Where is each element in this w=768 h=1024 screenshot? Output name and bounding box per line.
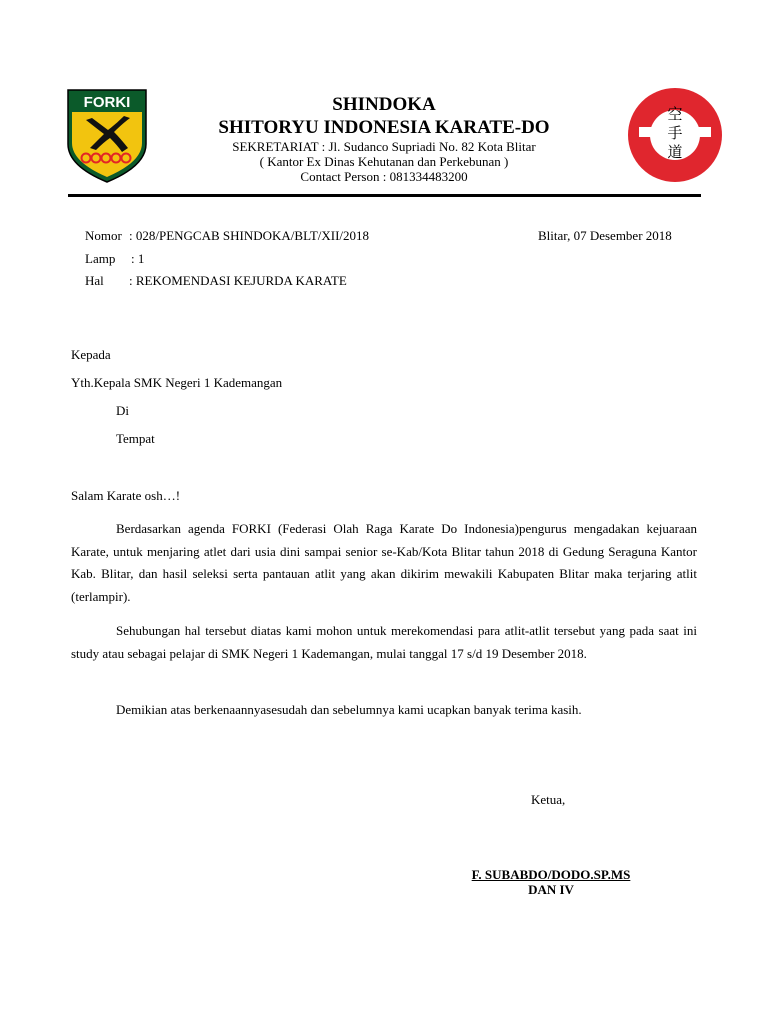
svg-text:手: 手 xyxy=(667,124,683,142)
contact-person: Contact Person : 081334483200 xyxy=(300,169,468,184)
body-paragraph-2: Sehubungan hal tersebut diatas kami mohon untuk merekomendasi para atlit-atlit tersebut yang pada saat ini study atau sebagai pelajar di SMK Negeri 1 Kademangan, mulai tanggal 17 s/d 19 Desember 2018. xyxy=(71,623,697,661)
kepada-label: Kepada xyxy=(71,347,111,362)
hal-value: : REKOMENDASI KEJURDA KARATE xyxy=(129,273,347,288)
greeting: Salam Karate osh…! xyxy=(71,488,181,503)
nomor-value: : 028/PENGCAB SHINDOKA/BLT/XII/2018 xyxy=(129,228,370,243)
org-name: SHINDOKA xyxy=(332,94,436,115)
body-paragraph-1: Berdasarkan agenda FORKI (Federasi Olah Raga Karate Do Indonesia)pengurus mengadakan kejuaraan Karate, untuk menjaring atlet dari usia dini sampai senior se-Kab/Kota Blitar tahun 2018 di Gedung Seraguna Kantor Kab. Blitar, dan hasil seleksi serta pantauan atlit yang akan dikirim mewakili Kabupaten Blitar maka terjaring atlit (terlampir). xyxy=(71,521,697,605)
letter-date: Blitar, 07 Desember 2018 xyxy=(538,228,672,243)
office-note: ( Kantor Ex Dinas Kehutanan dan Perkebunan ) xyxy=(259,154,509,169)
svg-text:FORKI: FORKI xyxy=(83,94,131,111)
signatory-name: F. SUBABDO/DODO.SP.MS xyxy=(471,867,631,882)
org-full-name: SHITORYU INDONESIA KARATE-DO xyxy=(218,117,550,138)
lamp-label: Lamp xyxy=(85,251,116,266)
secretariat-address: SEKRETARIAT : Jl. Sudanco Supriadi No. 82 Kota Blitar xyxy=(232,139,536,154)
recipient-tempat: Tempat xyxy=(116,431,155,446)
signatory-rank: DAN IV xyxy=(528,882,574,897)
forki-logo xyxy=(66,88,148,184)
nomor-label: Nomor xyxy=(85,228,122,243)
recipient-di: Di xyxy=(116,403,129,418)
karatedo-emblem xyxy=(616,85,734,185)
recipient-line: Yth.Kepala SMK Negeri 1 Kademangan xyxy=(71,375,283,390)
signature-title: Ketua, xyxy=(531,792,566,807)
svg-text:道: 道 xyxy=(667,143,683,161)
body-paragraph-3: Demikian atas berkenaannyasesudah dan sebelumnya kami ucapkan banyak terima kasih. xyxy=(116,702,582,717)
header-divider xyxy=(68,194,701,197)
svg-text:空: 空 xyxy=(667,105,683,123)
hal-label: Hal xyxy=(85,273,104,288)
lamp-value: : 1 xyxy=(131,251,145,266)
